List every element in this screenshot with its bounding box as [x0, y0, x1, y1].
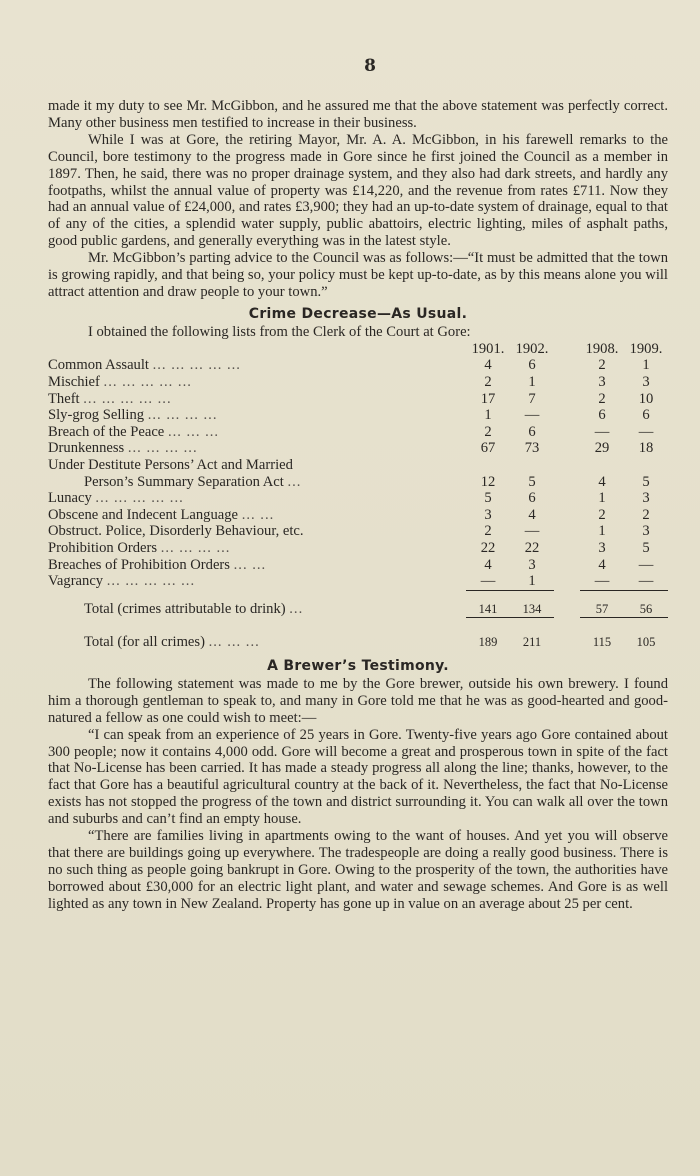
value-cell: 2: [484, 523, 492, 540]
row-label-text: Person’s Summary Separation Act: [84, 473, 284, 490]
value-cell: 115: [592, 635, 612, 650]
value-cell: 22: [524, 539, 540, 556]
year-header: 1909.: [629, 340, 663, 357]
value-cell: 6: [528, 423, 536, 440]
value-cell: 1: [598, 490, 606, 507]
total-row: [48, 597, 668, 618]
leader-dots: ... ... ... ... ...: [95, 490, 184, 507]
row-label: [48, 457, 466, 474]
value-cell: 3: [642, 373, 650, 390]
table-row: [48, 507, 668, 524]
paragraph: Mr. McGibbon’s parting advice to the Council was as follows:—“It must be admitted that the town is growing rapidly, and that being so, your policy must be kept up-to-date, as by this means alone you will attract attention and draw people to your town.”: [48, 250, 668, 300]
value-cell: 1: [598, 523, 606, 540]
table-row: [48, 407, 668, 424]
value-cell: 1: [528, 373, 536, 390]
row-label: [48, 507, 466, 524]
row-label: [48, 440, 466, 457]
row-label-text: Total (for all crimes): [84, 634, 205, 651]
intro-section: [48, 98, 668, 301]
row-label-text: Mischief: [48, 373, 100, 390]
leader-dots: ... ... ...: [167, 423, 220, 440]
value-cell: 57: [595, 601, 609, 616]
leader-dots: ...: [289, 600, 304, 617]
row-label: [48, 523, 466, 540]
value-cell: 12: [480, 473, 496, 490]
table-row: [48, 457, 668, 474]
value-cell: 2: [642, 506, 650, 523]
value-cell: —: [480, 573, 496, 590]
total-row: [48, 624, 668, 653]
value-cell: 2: [598, 390, 606, 407]
value-cell: 6: [642, 407, 650, 424]
row-label: [48, 424, 466, 441]
value-cell: 4: [484, 357, 492, 374]
paragraph: “I can speak from an experience of 25 years in Gore. Twenty-five years ago Gore contained about 300 people; now it contains 4,000 odd. Gore will become a great and prosperous town in spite of the fact that No-License has been carried. It has made a steady progress all along the line; thanks, however, to the fact that Gore has a beautiful agricultural country at the back of it. Nevertheless, the fact that No-License exists has not stopped the progress of the town and district surrounding it. You can walk all over the town and suburbs and can’t find an empty house.: [48, 726, 668, 828]
value-cell: 3: [642, 523, 650, 540]
value-cell: [580, 457, 624, 474]
table-row: [48, 440, 668, 457]
leader-dots: ... ... ... ... ...: [83, 390, 172, 407]
row-label: [48, 573, 466, 590]
leader-dots: ... ... ... ...: [147, 407, 218, 424]
value-cell: [624, 457, 668, 474]
value-cell: 5: [528, 473, 536, 490]
leader-dots: ... ... ... ... ...: [103, 373, 192, 390]
brewer-heading: A Brewer’s Testimony.: [267, 657, 449, 674]
row-label: [48, 374, 466, 391]
value-cell: 3: [598, 373, 606, 390]
value-cell: 10: [638, 390, 654, 407]
leader-dots: ... ... ... ...: [127, 440, 198, 457]
table-row: [48, 474, 668, 491]
value-cell: —: [638, 423, 654, 440]
value-cell: 22: [480, 539, 496, 556]
value-cell: 211: [522, 635, 542, 650]
value-cell: —: [524, 407, 540, 424]
row-label-text: Lunacy: [48, 490, 92, 507]
value-cell: [466, 457, 510, 474]
leader-dots: ... ... ... ...: [160, 539, 231, 556]
table-header-row: [48, 341, 668, 358]
value-cell: 2: [598, 506, 606, 523]
crime-table: [48, 341, 668, 653]
value-cell: 67: [480, 440, 496, 457]
value-cell: —: [594, 423, 610, 440]
value-cell: —: [524, 523, 540, 540]
table-row: [48, 557, 668, 574]
year-header: 1908.: [585, 340, 619, 357]
value-cell: 3: [598, 539, 606, 556]
value-cell: 3: [642, 490, 650, 507]
value-cell: —: [594, 573, 610, 590]
value-cell: 2: [598, 357, 606, 374]
row-label-text: Under Destitute Persons’ Act and Married: [48, 456, 293, 473]
table-row: [48, 490, 668, 507]
row-label-text: Obscene and Indecent Language: [48, 506, 239, 523]
value-cell: 3: [484, 506, 492, 523]
row-label-text: Obstruct. Police, Disorderly Behaviour, etc.: [48, 523, 304, 540]
value-cell: 134: [522, 601, 542, 616]
row-label-text: Vagrancy: [48, 573, 104, 590]
leader-dots: ... ...: [233, 556, 267, 573]
value-cell: 2: [484, 423, 492, 440]
value-cell: 6: [598, 407, 606, 424]
value-cell: 6: [528, 490, 536, 507]
value-cell: 1: [642, 357, 650, 374]
value-cell: 105: [636, 635, 656, 650]
value-cell: 73: [524, 440, 540, 457]
value-cell: 4: [598, 473, 606, 490]
crime-intro: I obtained the following lists from the Clerk of the Court at Gore:: [88, 323, 471, 340]
value-cell: 5: [484, 490, 492, 507]
paragraph: The following statement was made to me by the Gore brewer, outside his own brewery. I found him a thorough gentleman to speak to, and many in Gore told me that he was as good-hearted and good-natured a fellow as one could wish to meet:—: [48, 675, 668, 726]
value-cell: 7: [528, 390, 536, 407]
table-row: [48, 540, 668, 557]
leader-dots: ... ... ... ... ...: [106, 573, 196, 590]
value-cell: 18: [638, 440, 654, 457]
value-cell: 141: [478, 601, 498, 616]
page-number: 8: [364, 56, 376, 76]
value-cell: 56: [639, 601, 653, 616]
table-row: [48, 391, 668, 408]
value-cell: —: [638, 573, 654, 590]
value-cell: 29: [594, 440, 610, 457]
value-cell: 189: [478, 635, 498, 650]
paragraph: While I was at Gore, the retiring Mayor, Mr. A. A. McGibbon, in his farewell remarks to the Council, bore testimony to the progress made in Gore since he first joined the Council as a member in 1897. Then, he said, there was no proper drainage system, and they also had dark streets, and hardly any footpaths, whilst the annual value of property was £14,220, and the revenue from rates £711. Now they had an annual value of £24,000, and rates £3,900; they had an up-to-date system of drainage, equal to that of any of the cities, a splendid water supply, public abattoirs, electric lighting, miles of asphalt paths, good public gardens, and generally everything was in the latest style.: [48, 131, 668, 250]
value-cell: 3: [528, 556, 536, 573]
row-label: [48, 490, 466, 507]
row-label-text: Breaches of Prohibition Orders: [48, 556, 230, 573]
paragraph: made it my duty to see Mr. McGibbon, and he assured me that the above statement was perfectly correct. Many other business men testified to increase in their business.: [48, 98, 668, 131]
row-label-text: Sly-grog Selling: [48, 407, 145, 424]
value-cell: 5: [642, 539, 650, 556]
year-header: 1901.: [471, 340, 505, 357]
leader-dots: ... ...: [241, 506, 275, 523]
row-label-text: Breach of the Peace: [48, 423, 165, 440]
row-label-text: Total (crimes attributable to drink): [84, 600, 286, 617]
leader-dots: ... ... ...: [208, 634, 260, 651]
row-label: [48, 540, 466, 557]
value-cell: 4: [528, 506, 536, 523]
row-label: [48, 624, 466, 653]
crime-heading: Crime Decrease—As Usual.: [248, 305, 468, 322]
value-cell: [510, 457, 554, 474]
row-label: [48, 474, 466, 491]
value-cell: 4: [484, 556, 492, 573]
row-label-text: Drunkenness: [48, 440, 125, 457]
value-cell: 1: [484, 407, 492, 424]
row-label-text: Prohibition Orders: [48, 539, 158, 556]
value-cell: —: [638, 556, 654, 573]
year-header: 1902.: [515, 340, 549, 357]
row-label: [48, 407, 466, 424]
value-cell: 17: [480, 390, 496, 407]
table-row: [48, 424, 668, 441]
table-row: [48, 573, 668, 590]
brewer-section: [48, 676, 668, 913]
row-label: [48, 391, 466, 408]
table-row: [48, 357, 668, 374]
leader-dots: ... ... ... ... ...: [152, 357, 241, 374]
value-cell: 6: [528, 357, 536, 374]
row-label: [48, 557, 466, 574]
value-cell: 4: [598, 556, 606, 573]
row-label-text: Common Assault: [48, 357, 149, 374]
value-cell: 5: [642, 473, 650, 490]
table-row: [48, 523, 668, 540]
value-cell: 1: [528, 573, 536, 590]
row-label: [48, 597, 466, 618]
table-row: [48, 374, 668, 391]
row-label-text: Theft: [48, 390, 80, 407]
paragraph: “There are families living in apartments owing to the want of houses. And yet you will observe that there are buildings going up everywhere. The tradespeople are doing a really good business. There is no such thing as people going bankrupt in Gore. Owing to the prosperity of the town, the authorities have borrowed about £30,000 for an electric light plant, and water and sewage schemes. And Gore is as well lighted as any town in New Zealand. Property has gone up in value on an average about 25 per cent.: [48, 828, 668, 912]
value-cell: 2: [484, 373, 492, 390]
row-label: [48, 357, 466, 374]
leader-dots: ...: [287, 473, 302, 490]
